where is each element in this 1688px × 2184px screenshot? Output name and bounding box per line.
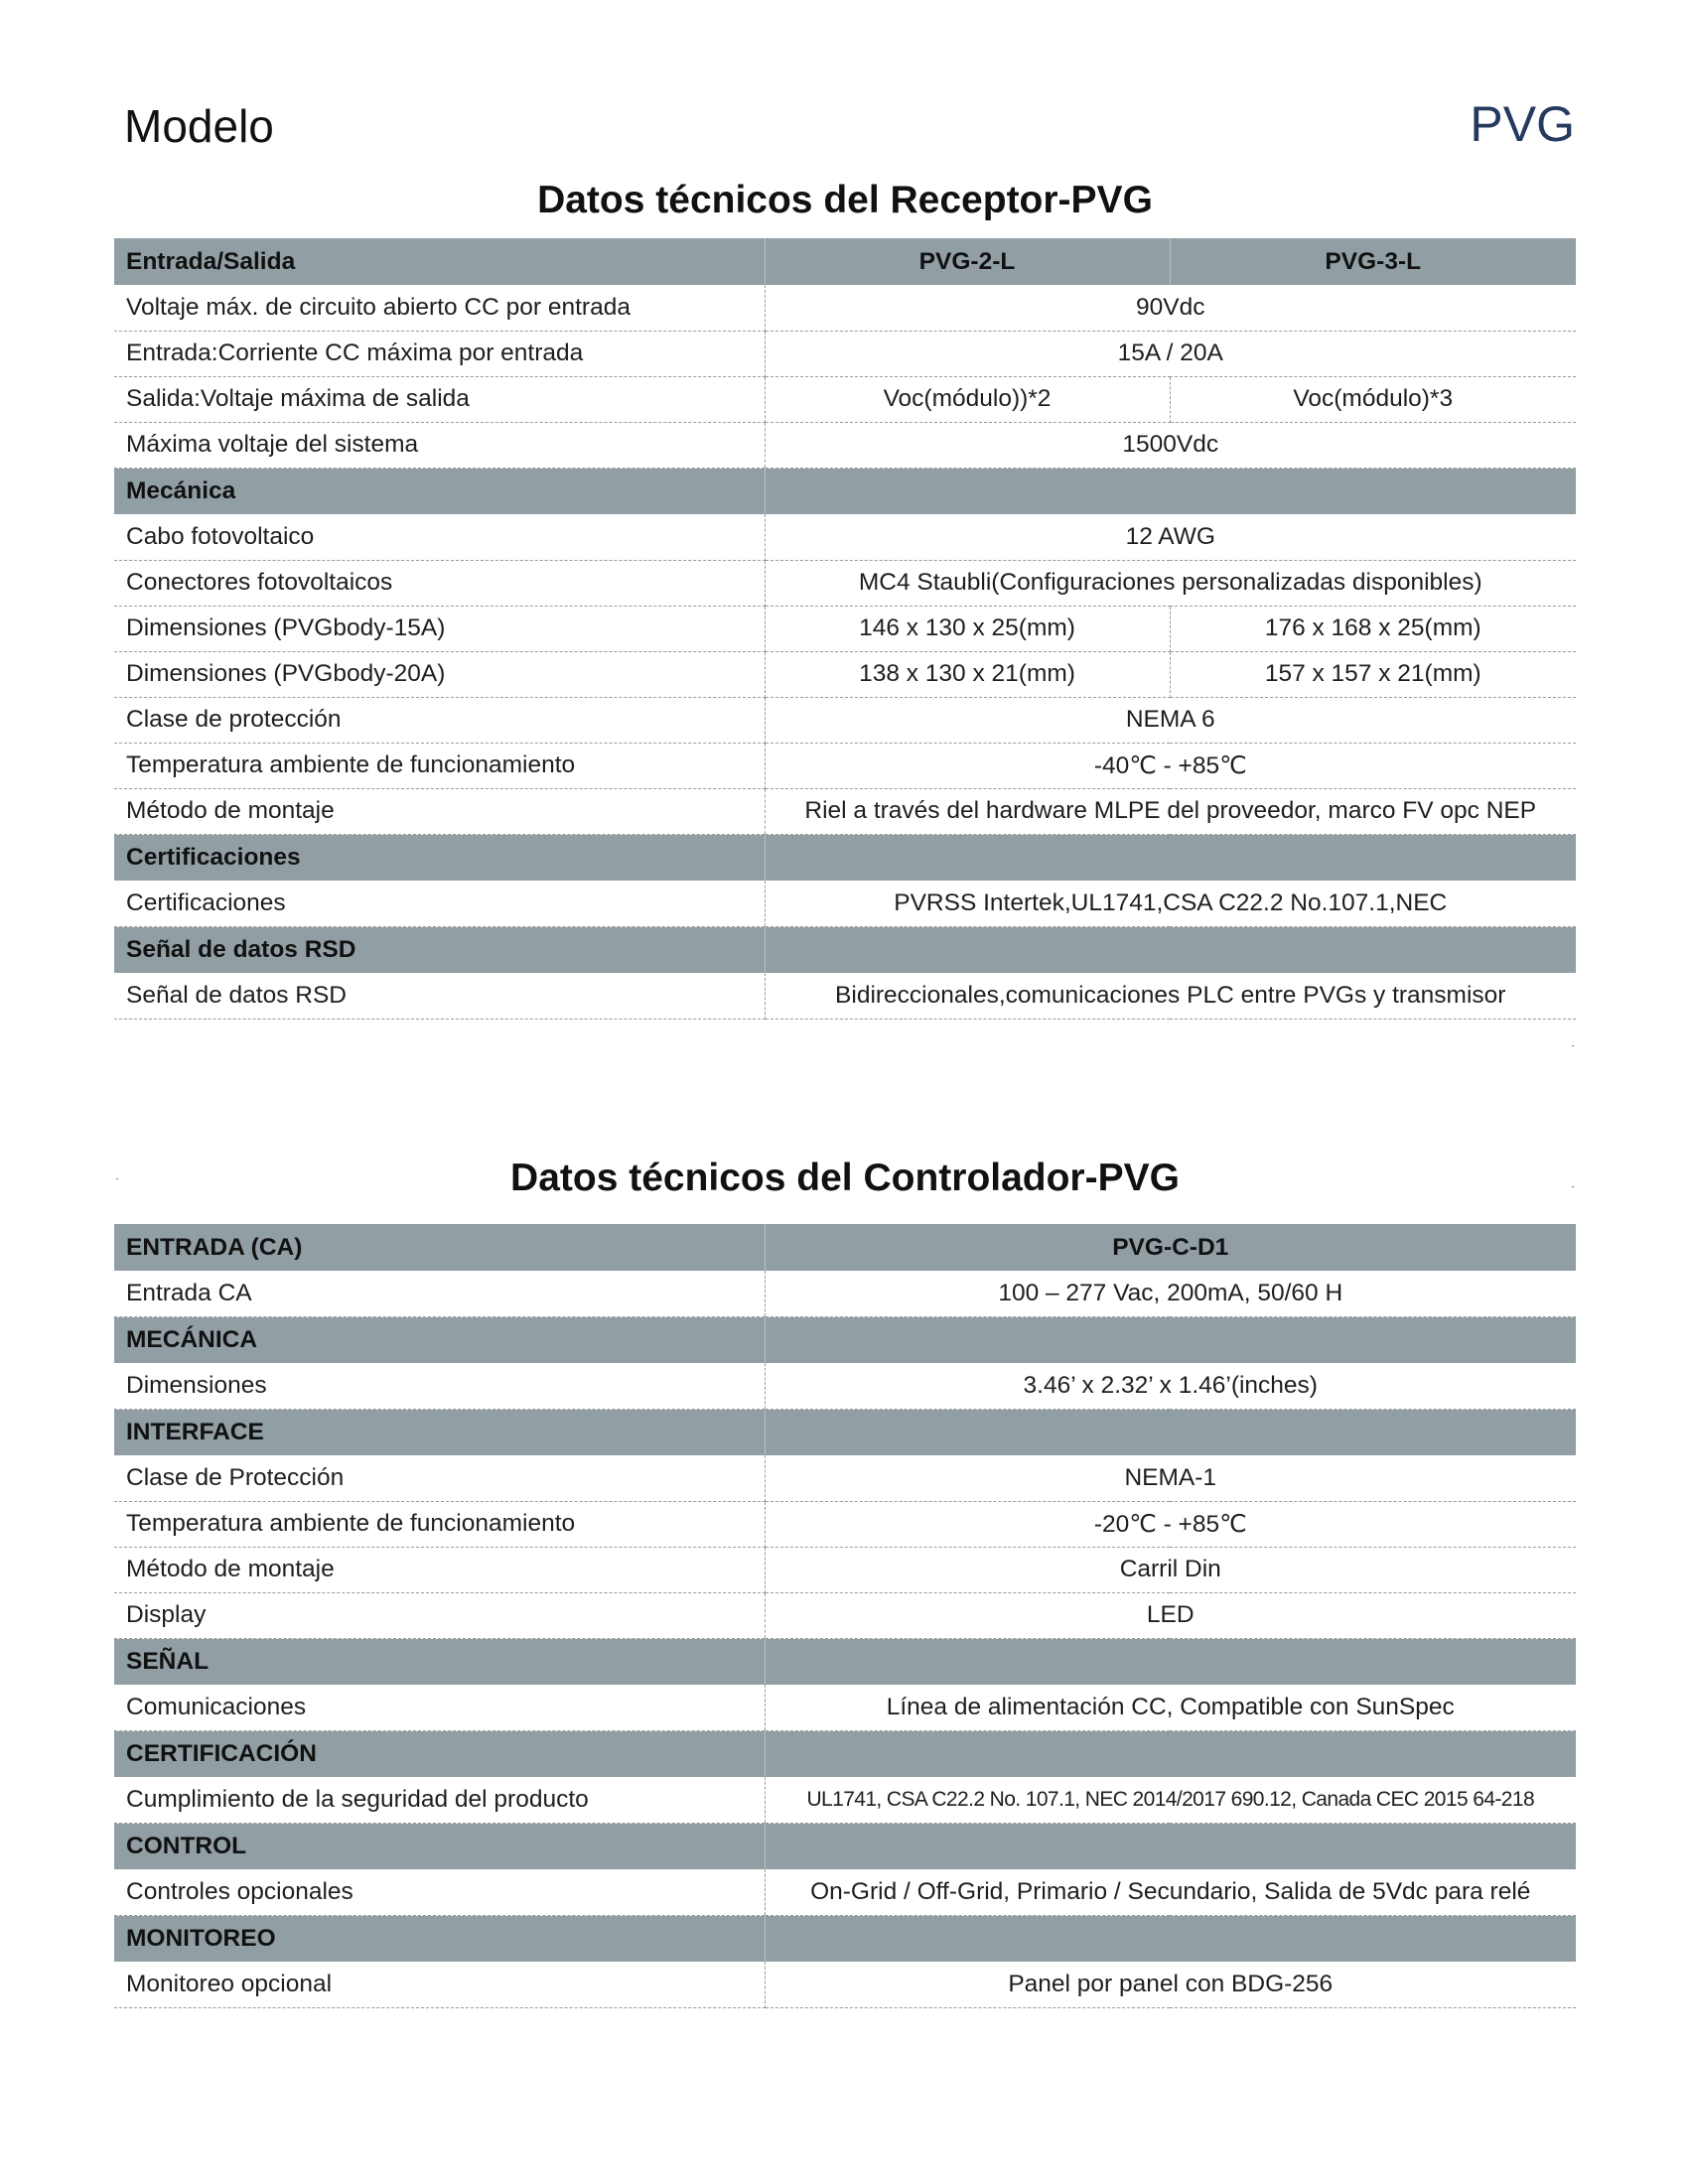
row-value: 12 AWG <box>765 514 1576 560</box>
section-header-row <box>114 1638 1576 1685</box>
table-row <box>114 285 1576 331</box>
section-header-label: SEÑAL <box>114 1638 765 1685</box>
row-value: UL1741, CSA C22.2 No. 107.1, NEC 2014/2017 690.12, Canada CEC 2015 64-218 <box>765 1777 1576 1823</box>
table-row <box>114 973 1576 1019</box>
row-value: MC4 Staubli(Configuraciones personalizadas disponibles) <box>765 560 1576 606</box>
row-value: 3.46’ x 2.32’ x 1.46’(inches) <box>765 1363 1576 1409</box>
row-value: LED <box>765 1592 1576 1638</box>
receptor-title: Datos técnicos del Receptor-PVG <box>537 179 1153 221</box>
row-value: Bidireccionales,comunicaciones PLC entre PVGs y transmisor <box>765 973 1576 1019</box>
row-value: 90Vdc <box>765 285 1576 331</box>
row-label: Temperatura ambiente de funcionamiento <box>114 743 765 788</box>
row-value-pvg-2-l: 146 x 130 x 25(mm) <box>765 606 1170 651</box>
row-label: Clase de Protección <box>114 1455 765 1501</box>
section-header-row <box>114 834 1576 881</box>
section-header-row <box>114 926 1576 973</box>
row-value: Panel por panel con BDG-256 <box>765 1962 1576 2007</box>
row-label: Dimensiones (PVGbody-20A) <box>114 651 765 697</box>
dot-mark <box>116 1178 118 1179</box>
section-header-label: ENTRADA (CA) <box>114 1224 765 1271</box>
section-header-label: Entrada/Salida <box>114 238 765 285</box>
product-name: PVG <box>1470 96 1575 152</box>
section-header-row <box>114 1316 1576 1363</box>
table-row <box>114 1869 1576 1915</box>
row-value: -40℃ - +85℃ <box>765 743 1576 788</box>
row-label: Monitoreo opcional <box>114 1962 765 2007</box>
row-label: Salida:Voltaje máxima de salida <box>114 376 765 422</box>
row-value: Línea de alimentación CC, Compatible con SunSpec <box>765 1685 1576 1730</box>
model-label: Modelo <box>124 100 274 152</box>
row-label: Entrada:Corriente CC máxima por entrada <box>114 331 765 376</box>
row-value: 1500Vdc <box>765 422 1576 468</box>
section-header-row <box>114 1915 1576 1962</box>
table-row <box>114 560 1576 606</box>
controlador-spec-table <box>114 1224 1576 2008</box>
row-label: Certificaciones <box>114 881 765 926</box>
section-header-label: MONITOREO <box>114 1915 765 1962</box>
row-value: PVRSS Intertek,UL1741,CSA C22.2 No.107.1,NEC <box>765 881 1576 926</box>
table-row <box>114 788 1576 834</box>
dot-mark <box>1572 1186 1574 1187</box>
section-header-label: INTERFACE <box>114 1409 765 1455</box>
section-header-label: Señal de datos RSD <box>114 926 765 973</box>
row-value-pvg-3-l: Voc(módulo)*3 <box>1170 376 1576 422</box>
row-label: Conectores fotovoltaicos <box>114 560 765 606</box>
row-value: NEMA 6 <box>765 697 1576 743</box>
row-value-pvg-2-l: 138 x 130 x 21(mm) <box>765 651 1170 697</box>
row-label: Máxima voltaje del sistema <box>114 422 765 468</box>
section-header-label: Certificaciones <box>114 834 765 881</box>
row-label: Método de montaje <box>114 788 765 834</box>
row-label: Cabo fotovoltaico <box>114 514 765 560</box>
row-label: Método de montaje <box>114 1547 765 1592</box>
row-label: Dimensiones <box>114 1363 765 1409</box>
section-header-row <box>114 1823 1576 1869</box>
controlador-title: Datos técnicos del Controlador-PVG <box>510 1157 1180 1199</box>
row-label: Señal de datos RSD <box>114 973 765 1019</box>
row-label: Temperatura ambiente de funcionamiento <box>114 1501 765 1547</box>
table-row <box>114 422 1576 468</box>
table-row <box>114 376 1576 422</box>
row-value: Carril Din <box>765 1547 1576 1592</box>
table-row <box>114 606 1576 651</box>
section-header-label: Mecánica <box>114 468 765 514</box>
column-header-pvg-2-l: PVG-2-L <box>765 238 1170 285</box>
row-label: Clase de protección <box>114 697 765 743</box>
table-row <box>114 1501 1576 1547</box>
section-header-label: CERTIFICACIÓN <box>114 1730 765 1777</box>
row-value: NEMA-1 <box>765 1455 1576 1501</box>
row-label: Cumplimiento de la seguridad del producto <box>114 1777 765 1823</box>
row-label: Voltaje máx. de circuito abierto CC por entrada <box>114 285 765 331</box>
table-row <box>114 1271 1576 1316</box>
table-row <box>114 697 1576 743</box>
row-value: On-Grid / Off-Grid, Primario / Secundario, Salida de 5Vdc para relé <box>765 1869 1576 1915</box>
section-header-row <box>114 1730 1576 1777</box>
row-value: -20℃ - +85℃ <box>765 1501 1576 1547</box>
row-label: Dimensiones (PVGbody-15A) <box>114 606 765 651</box>
row-value-pvg-2-l: Voc(módulo))*2 <box>765 376 1170 422</box>
row-value: Riel a través del hardware MLPE del proveedor, marco FV opc NEP <box>765 788 1576 834</box>
section-header-label: MECÁNICA <box>114 1316 765 1363</box>
column-header-pvg-3-l: PVG-3-L <box>1170 238 1576 285</box>
receptor-spec-table <box>114 238 1576 1020</box>
table-row <box>114 1685 1576 1730</box>
row-value-pvg-3-l: 157 x 157 x 21(mm) <box>1170 651 1576 697</box>
row-label: Comunicaciones <box>114 1685 765 1730</box>
row-value-pvg-3-l: 176 x 168 x 25(mm) <box>1170 606 1576 651</box>
row-value: 15A / 20A <box>765 331 1576 376</box>
section-header-row <box>114 468 1576 514</box>
table-row <box>114 743 1576 788</box>
row-value: 100 – 277 Vac, 200mA, 50/60 H <box>765 1271 1576 1316</box>
table-row <box>114 1777 1576 1823</box>
section-header-row <box>114 1409 1576 1455</box>
row-label: Entrada CA <box>114 1271 765 1316</box>
column-header-pvg-c-d1: PVG-C-D1 <box>765 1224 1576 1271</box>
row-label: Controles opcionales <box>114 1869 765 1915</box>
table-row <box>114 1455 1576 1501</box>
table-row <box>114 881 1576 926</box>
table-row <box>114 514 1576 560</box>
table-row <box>114 1363 1576 1409</box>
table-row <box>114 1962 1576 2007</box>
row-label: Display <box>114 1592 765 1638</box>
section-header-row <box>114 238 1576 285</box>
table-row <box>114 331 1576 376</box>
section-header-row <box>114 1224 1576 1271</box>
table-row <box>114 651 1576 697</box>
dot-mark <box>1572 1045 1574 1046</box>
table-row <box>114 1547 1576 1592</box>
section-header-label: CONTROL <box>114 1823 765 1869</box>
table-row <box>114 1592 1576 1638</box>
